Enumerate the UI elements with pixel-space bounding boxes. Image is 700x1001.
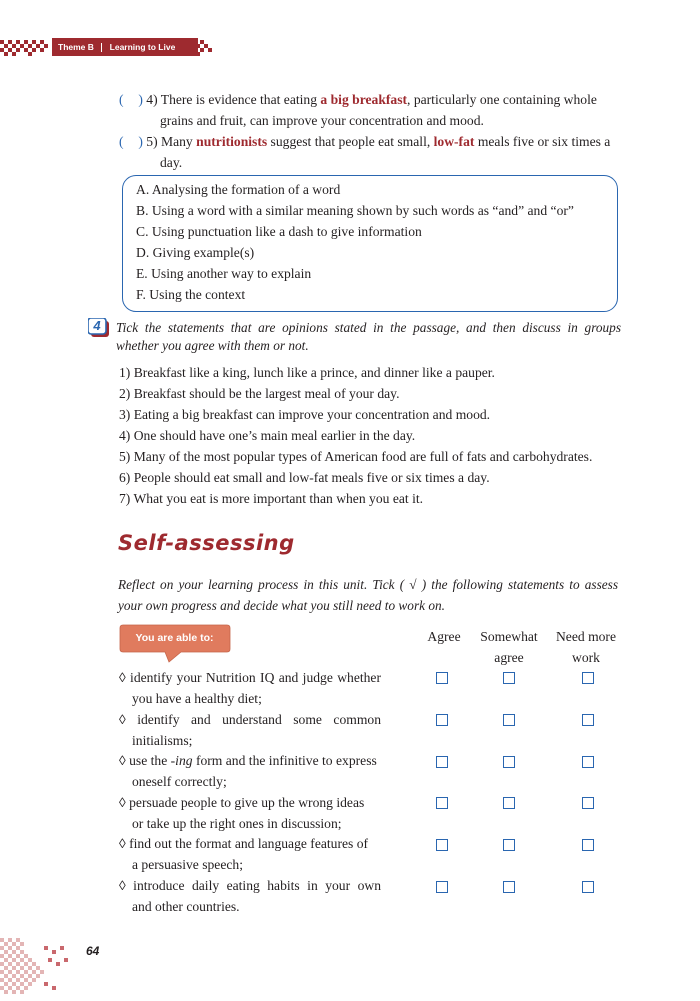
row-line1 [119, 750, 381, 771]
checkbox-agree[interactable] [436, 839, 448, 851]
row-line2: initialisms; [132, 733, 193, 748]
assessment-row [119, 875, 381, 917]
checkbox-somewhat[interactable] [503, 672, 515, 684]
callout-text: You are able to: [135, 632, 214, 644]
col-somewhat [474, 626, 544, 668]
footer-pattern [0, 938, 80, 996]
assessment-row [119, 833, 381, 875]
statement-1: 1) Breakfast like a king, lunch like a prince, and dinner like a pauper. [119, 365, 495, 380]
option-e: E. Using another way to explain [136, 266, 312, 281]
col-somewhat-line1: Somewhat [480, 629, 538, 644]
row-line1: ◊ identify your Nutrition IQ and judge whether [119, 670, 381, 685]
checkbox-somewhat[interactable] [503, 797, 515, 809]
item-text-post: meals five or six times a [474, 134, 611, 149]
item-number: 5) [146, 134, 158, 149]
answer-paren-close[interactable]: ) [138, 134, 143, 149]
statement-5: 5) Many of the most popular types of American food are full of fats and carbohydrates. [119, 449, 593, 464]
col-need-line2: work [572, 650, 600, 665]
row-line2: a persuasive speech; [132, 857, 243, 872]
self-assessing-intro-2: your own progress and decide what you still need to work on. [118, 598, 445, 613]
theme-label: Theme B [58, 42, 94, 52]
page-number: 64 [86, 944, 100, 958]
col-somewhat-line2: agree [494, 650, 524, 665]
checkbox-need-more[interactable] [582, 881, 594, 893]
statement-2: 2) Breakfast should be the largest meal of your day. [119, 386, 400, 401]
option-d: D. Giving example(s) [136, 245, 255, 260]
checkbox-agree[interactable] [436, 881, 448, 893]
checkbox-need-more[interactable] [582, 797, 594, 809]
row-line1-pre: ◊ use the - [119, 753, 176, 768]
checkbox-somewhat[interactable] [503, 881, 515, 893]
header-pattern [0, 38, 60, 58]
header-pattern-svg [0, 38, 60, 58]
statement-4: 4) One should have one’s main meal earlier in the day. [119, 428, 416, 443]
col-need-more [550, 626, 622, 668]
assessment-row [119, 667, 381, 709]
row-line2: oneself correctly; [132, 774, 227, 789]
row-line2: and other countries. [132, 899, 240, 914]
item-text-pre: Many [161, 134, 197, 149]
item-text-pre: There is evidence that eating [160, 92, 321, 107]
checkbox-somewhat[interactable] [503, 756, 515, 768]
row-line2: or take up the right ones in discussion; [132, 816, 342, 831]
statement-6: 6) People should eat small and low-fat meals five or six times a day. [119, 470, 490, 485]
item-highlight: a big breakfast [320, 92, 408, 107]
checkbox-need-more[interactable] [582, 839, 594, 851]
col-agree: Agree [427, 629, 461, 644]
header-bar [52, 38, 198, 56]
item-highlight-2: low-fat [433, 134, 475, 149]
checkbox-somewhat[interactable] [503, 714, 515, 726]
statement-7: 7) What you eat is more important than when you eat it. [119, 491, 424, 506]
exercise-item-4-line2: grains and fruit, can improve your concentration and mood. [160, 113, 484, 128]
self-assessing-title: Self-assessing [118, 531, 295, 555]
item-highlight: nutritionists [196, 134, 268, 149]
row-line1: ◊ identify and understand some common [119, 712, 381, 727]
row-line1-italic: ing [175, 753, 193, 768]
exercise-item-4 [119, 89, 629, 110]
checkbox-need-more[interactable] [582, 714, 594, 726]
header-divider [101, 43, 102, 52]
self-assessing-intro-1: Reflect on your learning process in this unit. Tick ( √ ) the following statements to assess [118, 577, 618, 592]
assessment-row [119, 750, 381, 792]
checkbox-somewhat[interactable] [503, 839, 515, 851]
exercise-4-instruction-1: Tick the statements that are opinions stated in the passage, and then discuss in groups [116, 320, 621, 335]
row-line2: you have a healthy diet; [132, 691, 262, 706]
exercise-item-5-line2: day. [160, 155, 183, 170]
answer-paren-open[interactable]: ( [119, 92, 124, 107]
row-line1: ◊ introduce daily eating habits in your own [119, 878, 381, 893]
checkbox-need-more[interactable] [582, 672, 594, 684]
answer-paren-close[interactable]: ) [138, 92, 143, 107]
item-text-post: , particularly one containing whole [407, 92, 597, 107]
item-text-mid: suggest that people eat small, [267, 134, 434, 149]
assessment-row [119, 709, 381, 751]
answer-paren-open[interactable]: ( [119, 134, 124, 149]
option-f: F. Using the context [136, 287, 246, 302]
col-need-line1: Need more [555, 629, 616, 644]
statement-3: 3) Eating a big breakfast can improve your concentration and mood. [119, 407, 491, 422]
row-line1: ◊ persuade people to give up the wrong ideas [119, 795, 365, 810]
checkbox-need-more[interactable] [582, 756, 594, 768]
header-pattern-right [192, 38, 216, 58]
item-number: 4) [146, 92, 158, 107]
option-c: C. Using punctuation like a dash to give information [136, 224, 422, 239]
row-line1: ◊ find out the format and language features of [119, 836, 369, 851]
assessment-row [119, 792, 381, 834]
checkbox-agree[interactable] [436, 797, 448, 809]
exercise-4-instruction-2: whether you agree with them or not. [116, 338, 309, 353]
exercise-item-5 [119, 131, 629, 152]
checkbox-agree[interactable] [436, 672, 448, 684]
row-line1-post: form and the infinitive to express [192, 753, 377, 768]
checkbox-agree[interactable] [436, 714, 448, 726]
option-a: A. Analysing the formation of a word [136, 182, 341, 197]
exercise-number: 4 [93, 318, 101, 333]
theme-title: Learning to Live [109, 42, 176, 52]
header-pattern-right-svg [192, 38, 216, 58]
option-b: B. Using a word with a similar meaning shown by such words as “and” and “or” [136, 203, 574, 218]
checkbox-agree[interactable] [436, 756, 448, 768]
footer-pattern-svg [0, 938, 80, 996]
